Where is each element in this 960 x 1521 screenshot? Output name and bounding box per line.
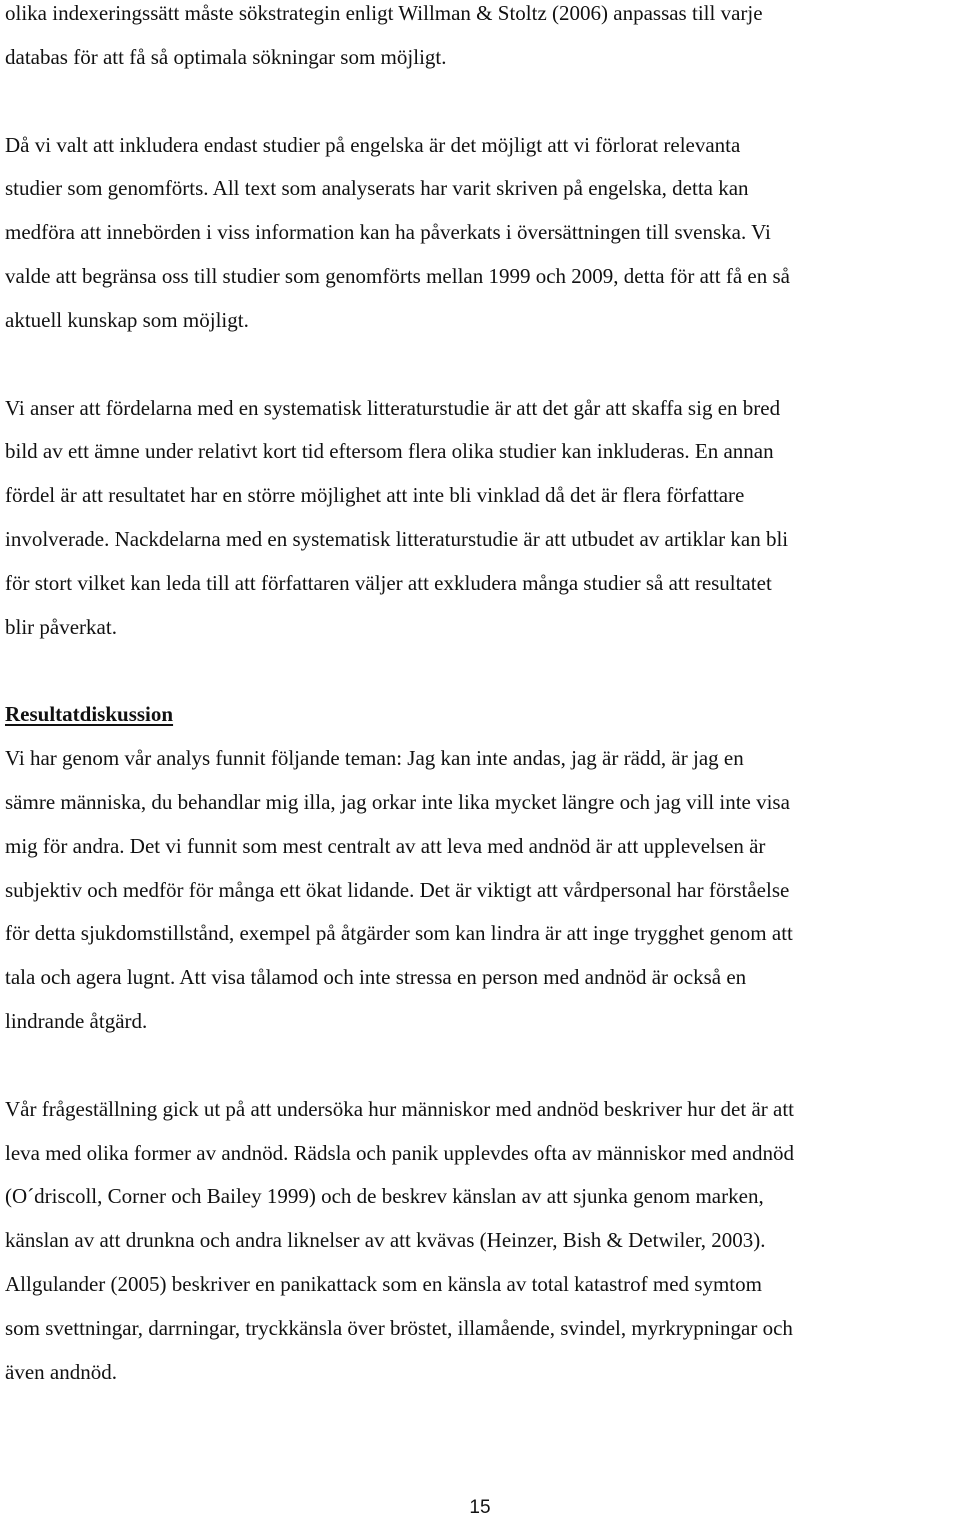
text-line: för stort vilket kan leda till att författaren väljer att exkludera många studier så att resultatet — [5, 570, 772, 595]
text-line: Vår frågeställning gick ut på att undersöka hur människor med andnöd beskriver hur det är att — [5, 1096, 795, 1121]
document-page — [5, 0, 960, 1402]
text-line: känslan av att drunkna och andra liknelser av att kvävas (Heinzer, Bish & Detwiler, 2003). — [5, 1228, 766, 1253]
page-number: 15 — [469, 1497, 491, 1518]
paragraph-language-limitation — [5, 132, 960, 351]
text-line: subjektiv och medför för många ett ökat lidande. Det är viktigt att vårdpersonal har förståelse — [5, 877, 790, 902]
section-heading: Resultatdiskussion — [5, 702, 174, 727]
paragraph-research-question — [5, 1096, 960, 1403]
paragraph-gap — [5, 657, 960, 701]
text-line: sämre människa, du behandlar mig illa, jag orkar inte lika mycket längre och jag vill inte visa — [5, 789, 790, 814]
text-line: Vi anser att fördelarna med en systematisk litteraturstudie är att det går att skaffa sig en bred — [5, 395, 781, 420]
text-line: olika indexeringssätt måste sökstrategin enligt Willman & Stoltz (2006) anpassas till varje — [5, 1, 763, 25]
paragraph-search-strategy — [5, 0, 960, 88]
text-line: Allgulander (2005) beskriver en panikattack som en känsla av total katastrof med symtom — [5, 1271, 762, 1296]
paragraph-themes — [5, 745, 960, 1052]
text-line: även andnöd. — [5, 1359, 117, 1384]
text-line: Vi har genom vår analys funnit följande teman: Jag kan inte andas, jag är rädd, är jag en — [5, 746, 744, 771]
paragraph-gap — [5, 1052, 960, 1096]
text-line: för detta sjukdomstillstånd, exempel på åtgärder som kan lindra är att inge trygghet genom att — [5, 921, 793, 946]
text-line: medföra att innebörden i viss information kan ha påverkats i översättningen till svenska. Vi — [5, 220, 771, 245]
text-line: bild av ett ämne under relativt kort tid eftersom flera olika studier kan inkluderas. En annan — [5, 439, 774, 464]
text-line: lindrande åtgärd. — [5, 1008, 148, 1033]
text-line: Då vi valt att inkludera endast studier på engelska är det möjligt att vi förlorat relevanta — [5, 132, 741, 157]
text-line: blir påverkat. — [5, 614, 117, 639]
paragraph-gap — [5, 351, 960, 395]
text-line: involverade. Nackdelarna med en systematisk litteraturstudie är att utbudet av artiklar kan bli — [5, 526, 789, 551]
paragraph-pros-cons — [5, 395, 960, 658]
text-line: (O´driscoll, Corner och Bailey 1999) och de beskrev känslan av att sjunka genom marken, — [5, 1184, 764, 1209]
text-line: studier som genomförts. All text som analyserats har varit skriven på engelska, detta kan — [5, 176, 749, 201]
text-line: valde att begränsa oss till studier som genomförts mellan 1999 och 2009, detta för att få en så — [5, 263, 790, 288]
text-line: aktuell kunskap som möjligt. — [5, 307, 249, 332]
paragraph-gap — [5, 88, 960, 132]
text-line: tala och agera lugnt. Att visa tålamod och inte stressa en person med andnöd är också en — [5, 965, 747, 990]
text-line: som svettningar, darrningar, tryckkänsla över bröstet, illamående, svindel, myrkrypningar och — [5, 1315, 793, 1340]
text-line: mig för andra. Det vi funnit som mest centralt av att leva med andnöd är att upplevelsen är — [5, 833, 766, 858]
text-line: leva med olika former av andnöd. Rädsla och panik upplevdes ofta av människor med andnöd — [5, 1140, 795, 1165]
text-line: databas för att få så optimala sökningar som möjligt. — [5, 44, 447, 69]
text-line: fördel är att resultatet har en större möjlighet att inte bli vinklad då det är flera författare — [5, 483, 745, 508]
